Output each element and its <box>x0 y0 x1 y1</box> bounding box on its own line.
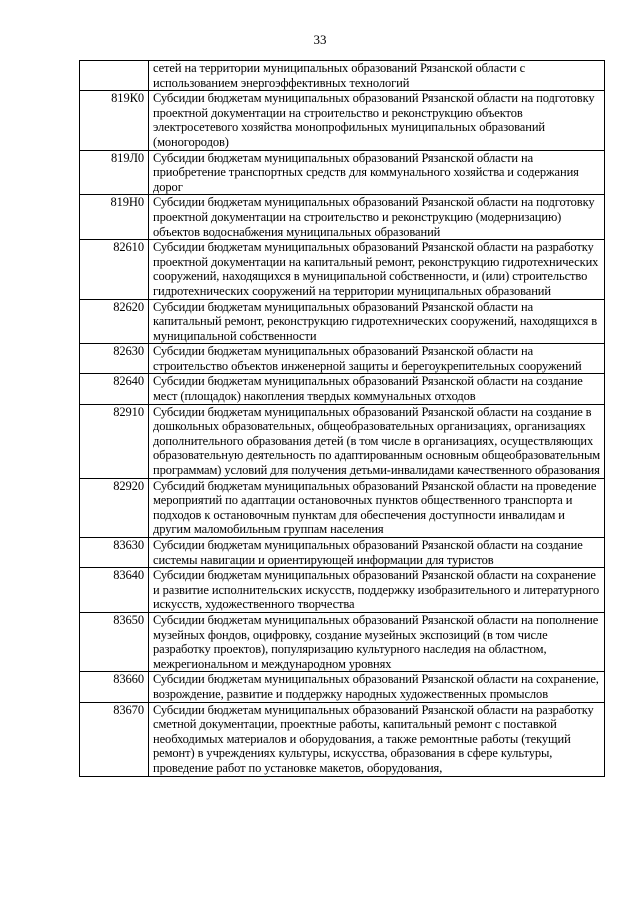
description-cell: Субсидии бюджетам муниципальных образований Рязанской области на сохранение, возрождение, развитие и поддержку народных художественных промыслов <box>149 672 605 702</box>
budget-codes-body <box>80 61 605 777</box>
table-row <box>80 299 605 344</box>
code-cell <box>80 61 149 91</box>
table-row <box>80 374 605 404</box>
table-row <box>80 612 605 671</box>
code-cell: 82610 <box>80 240 149 299</box>
code-cell: 819К0 <box>80 91 149 150</box>
description-cell: Субсидии бюджетам муниципальных образований Рязанской области на создание в дошкольных образовательных, общеобразовательных организациях, организациях дополнительного образования детей (в том числе в организациях, осуществляющих образовательную деятельность по адаптированным основным общеобразовательным программам) условий для получения детьми-инвалидами качественного образования <box>149 404 605 478</box>
table-row <box>80 478 605 537</box>
table-row <box>80 61 605 91</box>
description-cell: Субсидии бюджетам муниципальных образований Рязанской области на строительство объектов инженерной защиты и берегоукрепительных сооружений <box>149 344 605 374</box>
page-number: 33 <box>313 32 327 47</box>
code-cell: 82620 <box>80 299 149 344</box>
code-cell: 82640 <box>80 374 149 404</box>
budget-codes-table <box>79 60 605 777</box>
code-cell: 819Н0 <box>80 195 149 240</box>
description-cell: Субсидии бюджетам муниципальных образований Рязанской области на подготовку проектной документации на строительство и реконструкцию объектов электросетевого хозяйства монопрофильных муниципальных образований (моногородов) <box>149 91 605 150</box>
description-cell: Субсидии бюджетам муниципальных образований Рязанской области на разработку сметной документации, проектные работы, капитальный ремонт с поставкой необходимых материалов и оборудования, а также ремонтные работы (текущий ремонт) в учреждениях культуры, искусства, образования в сфере культуры, проведение работ по установке макетов, оборудования, <box>149 702 605 776</box>
code-cell: 82630 <box>80 344 149 374</box>
description-cell: Субсидии бюджетам муниципальных образований Рязанской области на пополнение музейных фондов, оцифровку, создание музейных экспозиций (в том числе разработку проектов), популяризацию культурного наследия на областном, межрегиональном и международном уровнях <box>149 612 605 671</box>
table-row <box>80 195 605 240</box>
code-cell: 83630 <box>80 538 149 568</box>
description-cell: Субсидии бюджетам муниципальных образований Рязанской области на разработку проектной документации на капитальный ремонт, реконструкцию гидротехнических сооружений, находящихся в муниципальной собственности, и (или) строительство гидротехнических сооружений на территории муниципальных образований <box>149 240 605 299</box>
code-cell: 82910 <box>80 404 149 478</box>
table-row <box>80 150 605 195</box>
table-row <box>80 344 605 374</box>
description-cell: Субсидии бюджетам муниципальных образований Рязанской области на подготовку проектной документации на строительство и реконструкцию (модернизацию) объектов водоснабжения муниципальных образований <box>149 195 605 240</box>
code-cell: 819Л0 <box>80 150 149 195</box>
description-cell: Субсидии бюджетам муниципальных образований Рязанской области на создание системы навигации и ориентирующей информации для туристов <box>149 538 605 568</box>
description-cell: Субсидий бюджетам муниципальных образований Рязанской области на проведение мероприятий по адаптации остановочных пунктов общественного транспорта и подходов к остановочным пунктам для обеспечения доступности инвалидам и другим маломобильным группам населения <box>149 478 605 537</box>
table-row <box>80 240 605 299</box>
table-row <box>80 568 605 613</box>
code-cell: 83640 <box>80 568 149 613</box>
code-cell: 82920 <box>80 478 149 537</box>
table-row <box>80 702 605 776</box>
table-row <box>80 538 605 568</box>
description-cell: Субсидии бюджетам муниципальных образований Рязанской области на приобретение транспортных средств для коммунального хозяйства и содержания дорог <box>149 150 605 195</box>
code-cell: 83670 <box>80 702 149 776</box>
table-row <box>80 91 605 150</box>
description-cell: Субсидии бюджетам муниципальных образований Рязанской области на капитальный ремонт, реконструкцию гидротехнических сооружений, находящихся в муниципальной собственности <box>149 299 605 344</box>
code-cell: 83650 <box>80 612 149 671</box>
description-cell: сетей на территории муниципальных образований Рязанской области с использованием энергоэффективных технологий <box>149 61 605 91</box>
code-cell: 83660 <box>80 672 149 702</box>
table-row <box>80 404 605 478</box>
description-cell: Субсидии бюджетам муниципальных образований Рязанской области на создание мест (площадок) накопления твердых коммунальных отходов <box>149 374 605 404</box>
table-row <box>80 672 605 702</box>
description-cell: Субсидии бюджетам муниципальных образований Рязанской области на сохранение и развитие исполнительских искусств, поддержку изобразительного и литературного искусств, художественного творчества <box>149 568 605 613</box>
